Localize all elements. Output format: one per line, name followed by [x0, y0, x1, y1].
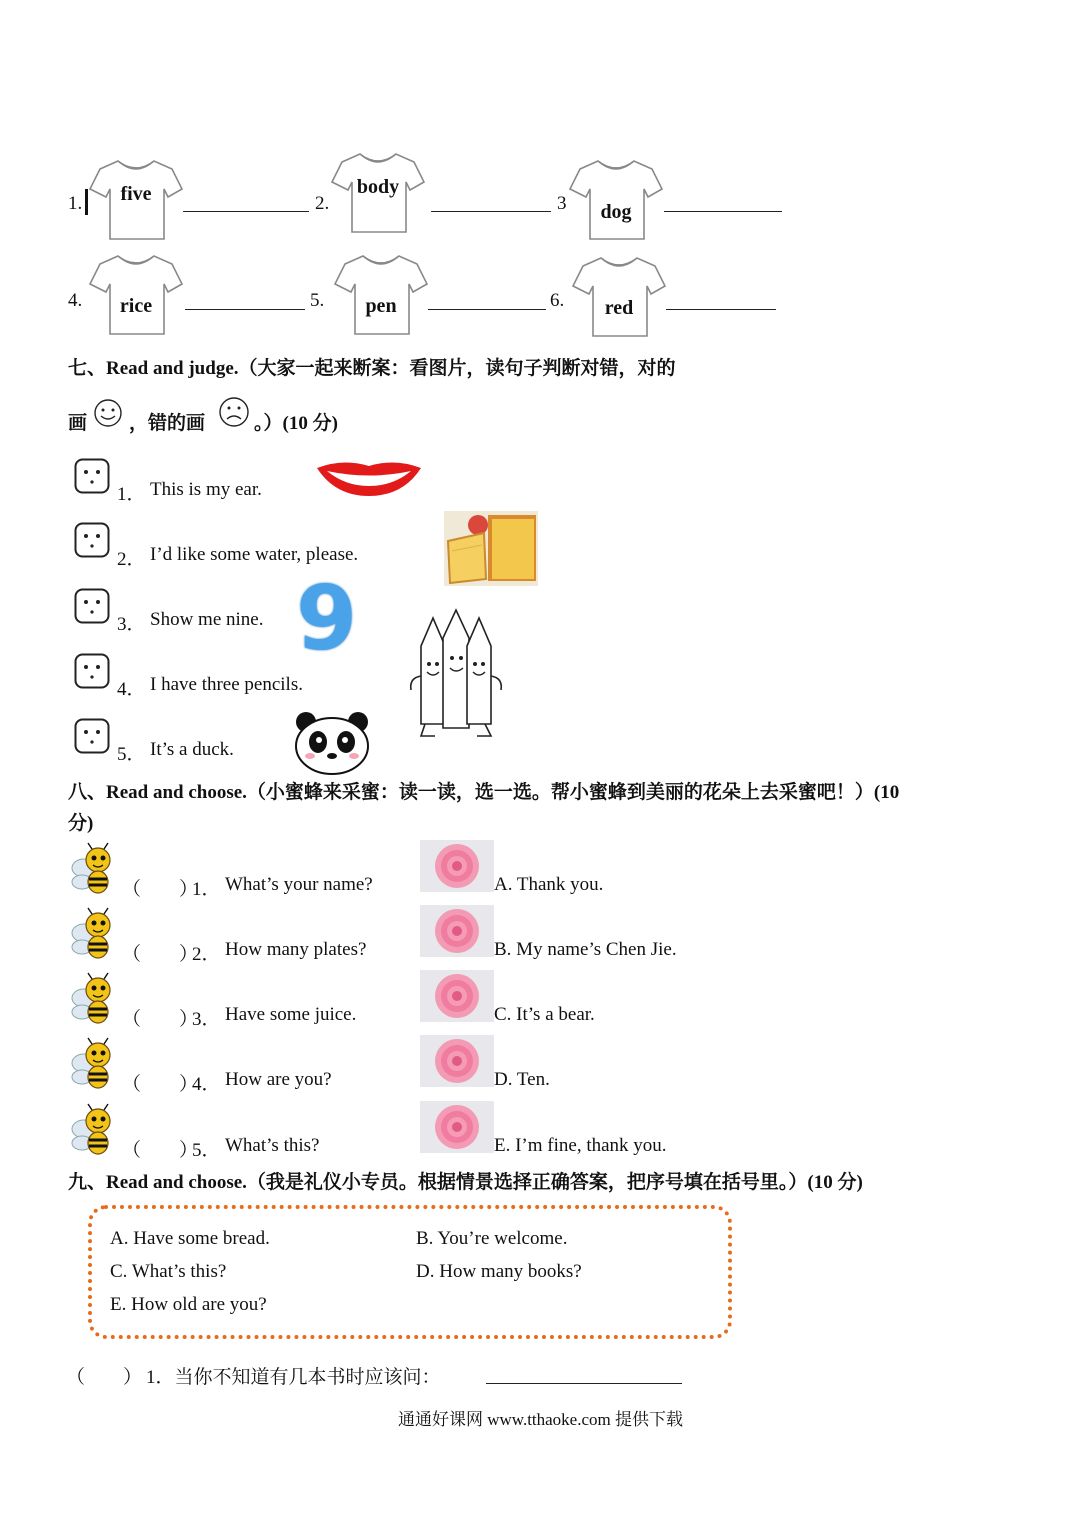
tshirt-image: [88, 250, 184, 338]
nine-image: 9: [296, 567, 358, 670]
answer-paren[interactable]: （ ）: [66, 1367, 143, 1388]
bee-icon: [68, 972, 120, 1024]
blank-face-icon: [74, 588, 110, 624]
flower-image: [420, 1035, 494, 1087]
blank-face-icon: [74, 653, 110, 689]
answer-option: A. Thank you.: [494, 874, 604, 895]
tshirt-icon: [333, 250, 429, 338]
shirt-word: pen: [365, 295, 397, 317]
smile-face-icon: [91, 398, 125, 428]
answer-option: D. Ten.: [494, 1069, 550, 1090]
instruction-text: 。）(10 分): [254, 413, 338, 434]
shirt-number: 3: [557, 193, 567, 214]
question-text: How many plates?: [225, 939, 367, 960]
section8-title-cont: 分): [68, 813, 94, 834]
shirt-word: red: [604, 297, 634, 319]
question-text: How are you?: [225, 1069, 332, 1090]
answer-option: E. I’m fine, thank you.: [494, 1135, 667, 1156]
answer-blank[interactable]: [428, 309, 546, 310]
tshirt-icon: [571, 252, 667, 340]
tshirt-image: [330, 148, 426, 236]
tshirt-icon: [88, 250, 184, 338]
blank-face-icon: [74, 458, 110, 494]
judge-item-number: 5．: [117, 744, 146, 765]
section8-title: 八、Read and choose.（小蜜蜂来采蜜：读一读，选一选。帮小蜜蜂到美丽的花朵上去采蜜吧！）(10: [68, 782, 900, 803]
question-number: 2．: [192, 944, 221, 965]
question-number: 4．: [192, 1074, 221, 1095]
instruction-text: ，错的画: [129, 413, 206, 434]
tshirt-icon: [568, 155, 664, 243]
question-text: 1．当你不知道有几本书时应该问：: [146, 1367, 441, 1388]
question-number: 5．: [192, 1140, 221, 1161]
answer-paren[interactable]: （ ）: [122, 879, 199, 900]
flower-image: [420, 840, 494, 892]
judge-item-text: I have three pencils.: [150, 674, 303, 695]
answer-blank[interactable]: [183, 211, 309, 212]
sad-face-icon: [216, 396, 252, 428]
blank-face-icon: [74, 522, 110, 558]
option-e: E. How old are you?: [110, 1294, 267, 1315]
shirt-number: 4.: [68, 290, 83, 311]
shirt-number: 6.: [550, 290, 565, 311]
shirt-word: dog: [600, 201, 632, 223]
judge-item-number: 1．: [117, 484, 146, 505]
answer-paren[interactable]: （ ）: [122, 1140, 199, 1161]
bee-icon: [68, 907, 120, 959]
shirt-word: body: [356, 176, 400, 198]
tshirt-image: [571, 252, 667, 340]
judge-item-number: 2．: [117, 549, 146, 570]
blank-face-icon: [74, 718, 110, 754]
option-d: D. How many books?: [416, 1261, 582, 1282]
section9-title: 九、Read and choose.（我是礼仪小专员。根据情景选择正确答案，把序号填在括号里。）(10 分): [68, 1172, 863, 1193]
judge-item-number: 4．: [117, 679, 146, 700]
judge-item-text: Show me nine.: [150, 609, 264, 630]
judge-answer-box[interactable]: [74, 458, 110, 494]
judge-item-text: This is my ear.: [150, 479, 262, 500]
judge-answer-box[interactable]: [74, 522, 110, 558]
judge-item-text: It’s a duck.: [150, 739, 234, 760]
shirt-word: five: [120, 183, 152, 205]
flower-image: [420, 970, 494, 1022]
flower-image: [420, 1101, 494, 1153]
pencils-image: [405, 606, 507, 740]
bee-icon: [68, 1103, 120, 1155]
answer-paren[interactable]: （ ）: [122, 944, 199, 965]
section7-title: 七、Read and judge.（大家一起来断案：看图片，读句子判断对错，对的: [68, 358, 676, 379]
tshirt-image: [88, 155, 184, 243]
question-number: 1．: [192, 879, 221, 900]
tshirt-image: [333, 250, 429, 338]
flower-image: [420, 905, 494, 957]
shirt-number: 5.: [310, 290, 325, 311]
bee-icon: [68, 1037, 120, 1089]
tshirt-image: [568, 155, 664, 243]
judge-answer-box[interactable]: [74, 653, 110, 689]
bee-icon: [68, 842, 120, 894]
question-text: What’s your name?: [225, 874, 373, 895]
answer-blank[interactable]: [431, 211, 551, 212]
answer-blank[interactable]: [666, 309, 776, 310]
option-a: A. Have some bread.: [110, 1228, 270, 1249]
judge-item-number: 3．: [117, 614, 146, 635]
answer-blank[interactable]: [664, 211, 782, 212]
shirt-number: 1.: [68, 193, 83, 214]
option-c: C. What’s this?: [110, 1261, 227, 1282]
judge-answer-box[interactable]: [74, 588, 110, 624]
bread-image: [444, 511, 538, 586]
shirt-number: 2.: [315, 193, 330, 214]
answer-paren[interactable]: （ ）: [122, 1009, 199, 1030]
question-number: 3．: [192, 1009, 221, 1030]
judge-answer-box[interactable]: [74, 718, 110, 754]
judge-item-text: I’d like some water, please.: [150, 544, 359, 565]
question-text: Have some juice.: [225, 1004, 357, 1025]
answer-blank[interactable]: [185, 309, 305, 310]
section7-instruction: [68, 408, 87, 435]
panda-image: [292, 710, 372, 776]
question-text: What’s this?: [225, 1135, 320, 1156]
answer-blank[interactable]: [486, 1383, 682, 1384]
lips-image: [313, 460, 425, 498]
answer-option: B. My name’s Chen Jie.: [494, 939, 677, 960]
answer-paren[interactable]: （ ）: [122, 1074, 199, 1095]
instruction-text: 画: [68, 413, 88, 434]
answer-option: C. It’s a bear.: [494, 1004, 595, 1025]
option-b: B. You’re welcome.: [416, 1228, 568, 1249]
shirt-word: rice: [119, 295, 153, 317]
footer-text: 通通好课网 www.tthaoke.com 提供下载: [397, 1410, 684, 1429]
